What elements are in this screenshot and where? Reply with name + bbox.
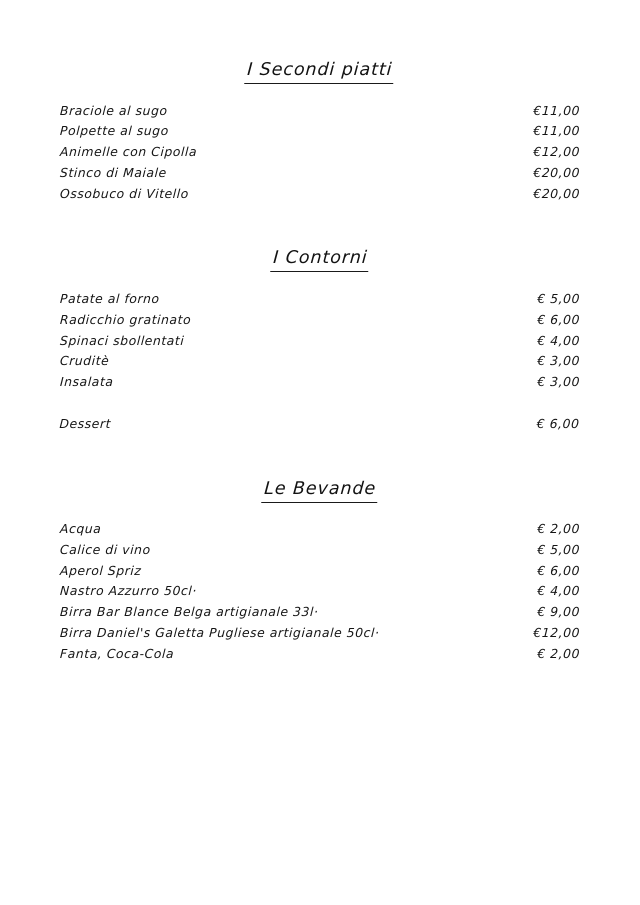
menu-item-name: Aperol Spriz [59,562,142,578]
menu-item-name: Animelle con Cipolla [59,144,198,160]
menu-item-list [60,101,580,205]
section-heading [60,478,580,503]
menu-item-row [60,623,580,644]
menu-item-row [60,602,580,623]
menu-item-row [60,393,580,435]
menu-item-name: Calice di vino [59,541,152,557]
section-heading [60,250,580,272]
menu-item-name: Birra Bar Blance Belga artigianale 33l· [59,604,319,620]
menu-item-price: € 6,00 [536,562,581,578]
menu-item-price: € 3,00 [536,374,581,390]
menu-item-price: €20,00 [532,185,581,201]
menu-item-price: € 6,00 [536,311,581,327]
menu-item-row [60,121,580,142]
section-heading-text: I Contorni [270,250,370,272]
menu-item-price: € 6,00 [536,415,580,431]
menu-item-list [60,289,580,435]
menu-item-row [60,581,580,602]
section-heading-text: I Secondi piatti [245,62,396,84]
menu-item-row [60,331,580,352]
menu-item-name: Stinco di Maiale [59,164,168,180]
menu-item-price: € 2,00 [536,521,581,537]
menu-item-name: Radicchio gratinato [59,311,192,327]
menu-item-price: €12,00 [532,625,581,641]
menu-section [59,478,581,665]
section-gap [60,435,580,481]
menu-item-price: € 4,00 [536,332,581,348]
menu-item-name: Fanta, Coca-Cola [59,645,175,661]
menu-item-row [60,142,580,163]
menu-section [60,250,580,434]
menu-item-name: Acqua [59,521,102,537]
menu-item-name: Insalata [59,374,114,390]
section-heading [60,62,580,84]
heading-items-gap [60,502,580,519]
menu-item-row [60,310,580,331]
menu-item-name: Cruditè [59,353,110,369]
menu-item-name: Ossobuco di Vitello [59,185,190,201]
section-gap [60,204,580,250]
menu-item-name: Spinaci sbollentati [59,332,185,348]
menu-item-row [60,540,580,561]
menu-item-price: € 2,00 [536,645,581,661]
menu-item-name: Braciole al sugo [59,102,169,118]
menu-item-name: Polpette al sugo [59,123,170,139]
menu-item-row [60,184,580,205]
menu-item-price: €11,00 [532,123,581,139]
menu-item-row [60,163,580,184]
menu-item-row [60,351,580,372]
menu-item-price: € 4,00 [536,583,581,599]
menu-item-row [60,561,580,582]
menu-item-row [60,519,580,540]
menu-item-row [60,372,580,393]
menu-section [60,62,580,204]
menu-item-row [60,101,580,122]
menu-item-price: € 9,00 [536,604,581,620]
menu-item-name: Birra Daniel's Galetta Pugliese artigianale 50cl· [59,625,380,641]
menu-item-name: Patate al forno [59,290,161,306]
top-margin [60,0,580,62]
menu-item-name: Dessert [59,415,112,431]
menu-item-price: €12,00 [532,144,581,160]
menu-item-list [60,519,580,665]
menu-item-price: € 5,00 [536,541,581,557]
menu-item-row [60,644,580,665]
heading-items-gap [60,84,580,101]
menu-item-row [60,289,580,310]
menu-item-name: Nastro Azzurro 50cl· [59,583,198,599]
menu-sections-container [60,62,580,665]
heading-items-gap [60,272,580,289]
menu-item-price: €11,00 [532,102,581,118]
menu-item-price: € 3,00 [536,353,581,369]
menu-item-price: € 5,00 [536,290,581,306]
menu-item-price: €20,00 [532,164,581,180]
section-heading-text: Le Bevande [261,481,378,503]
